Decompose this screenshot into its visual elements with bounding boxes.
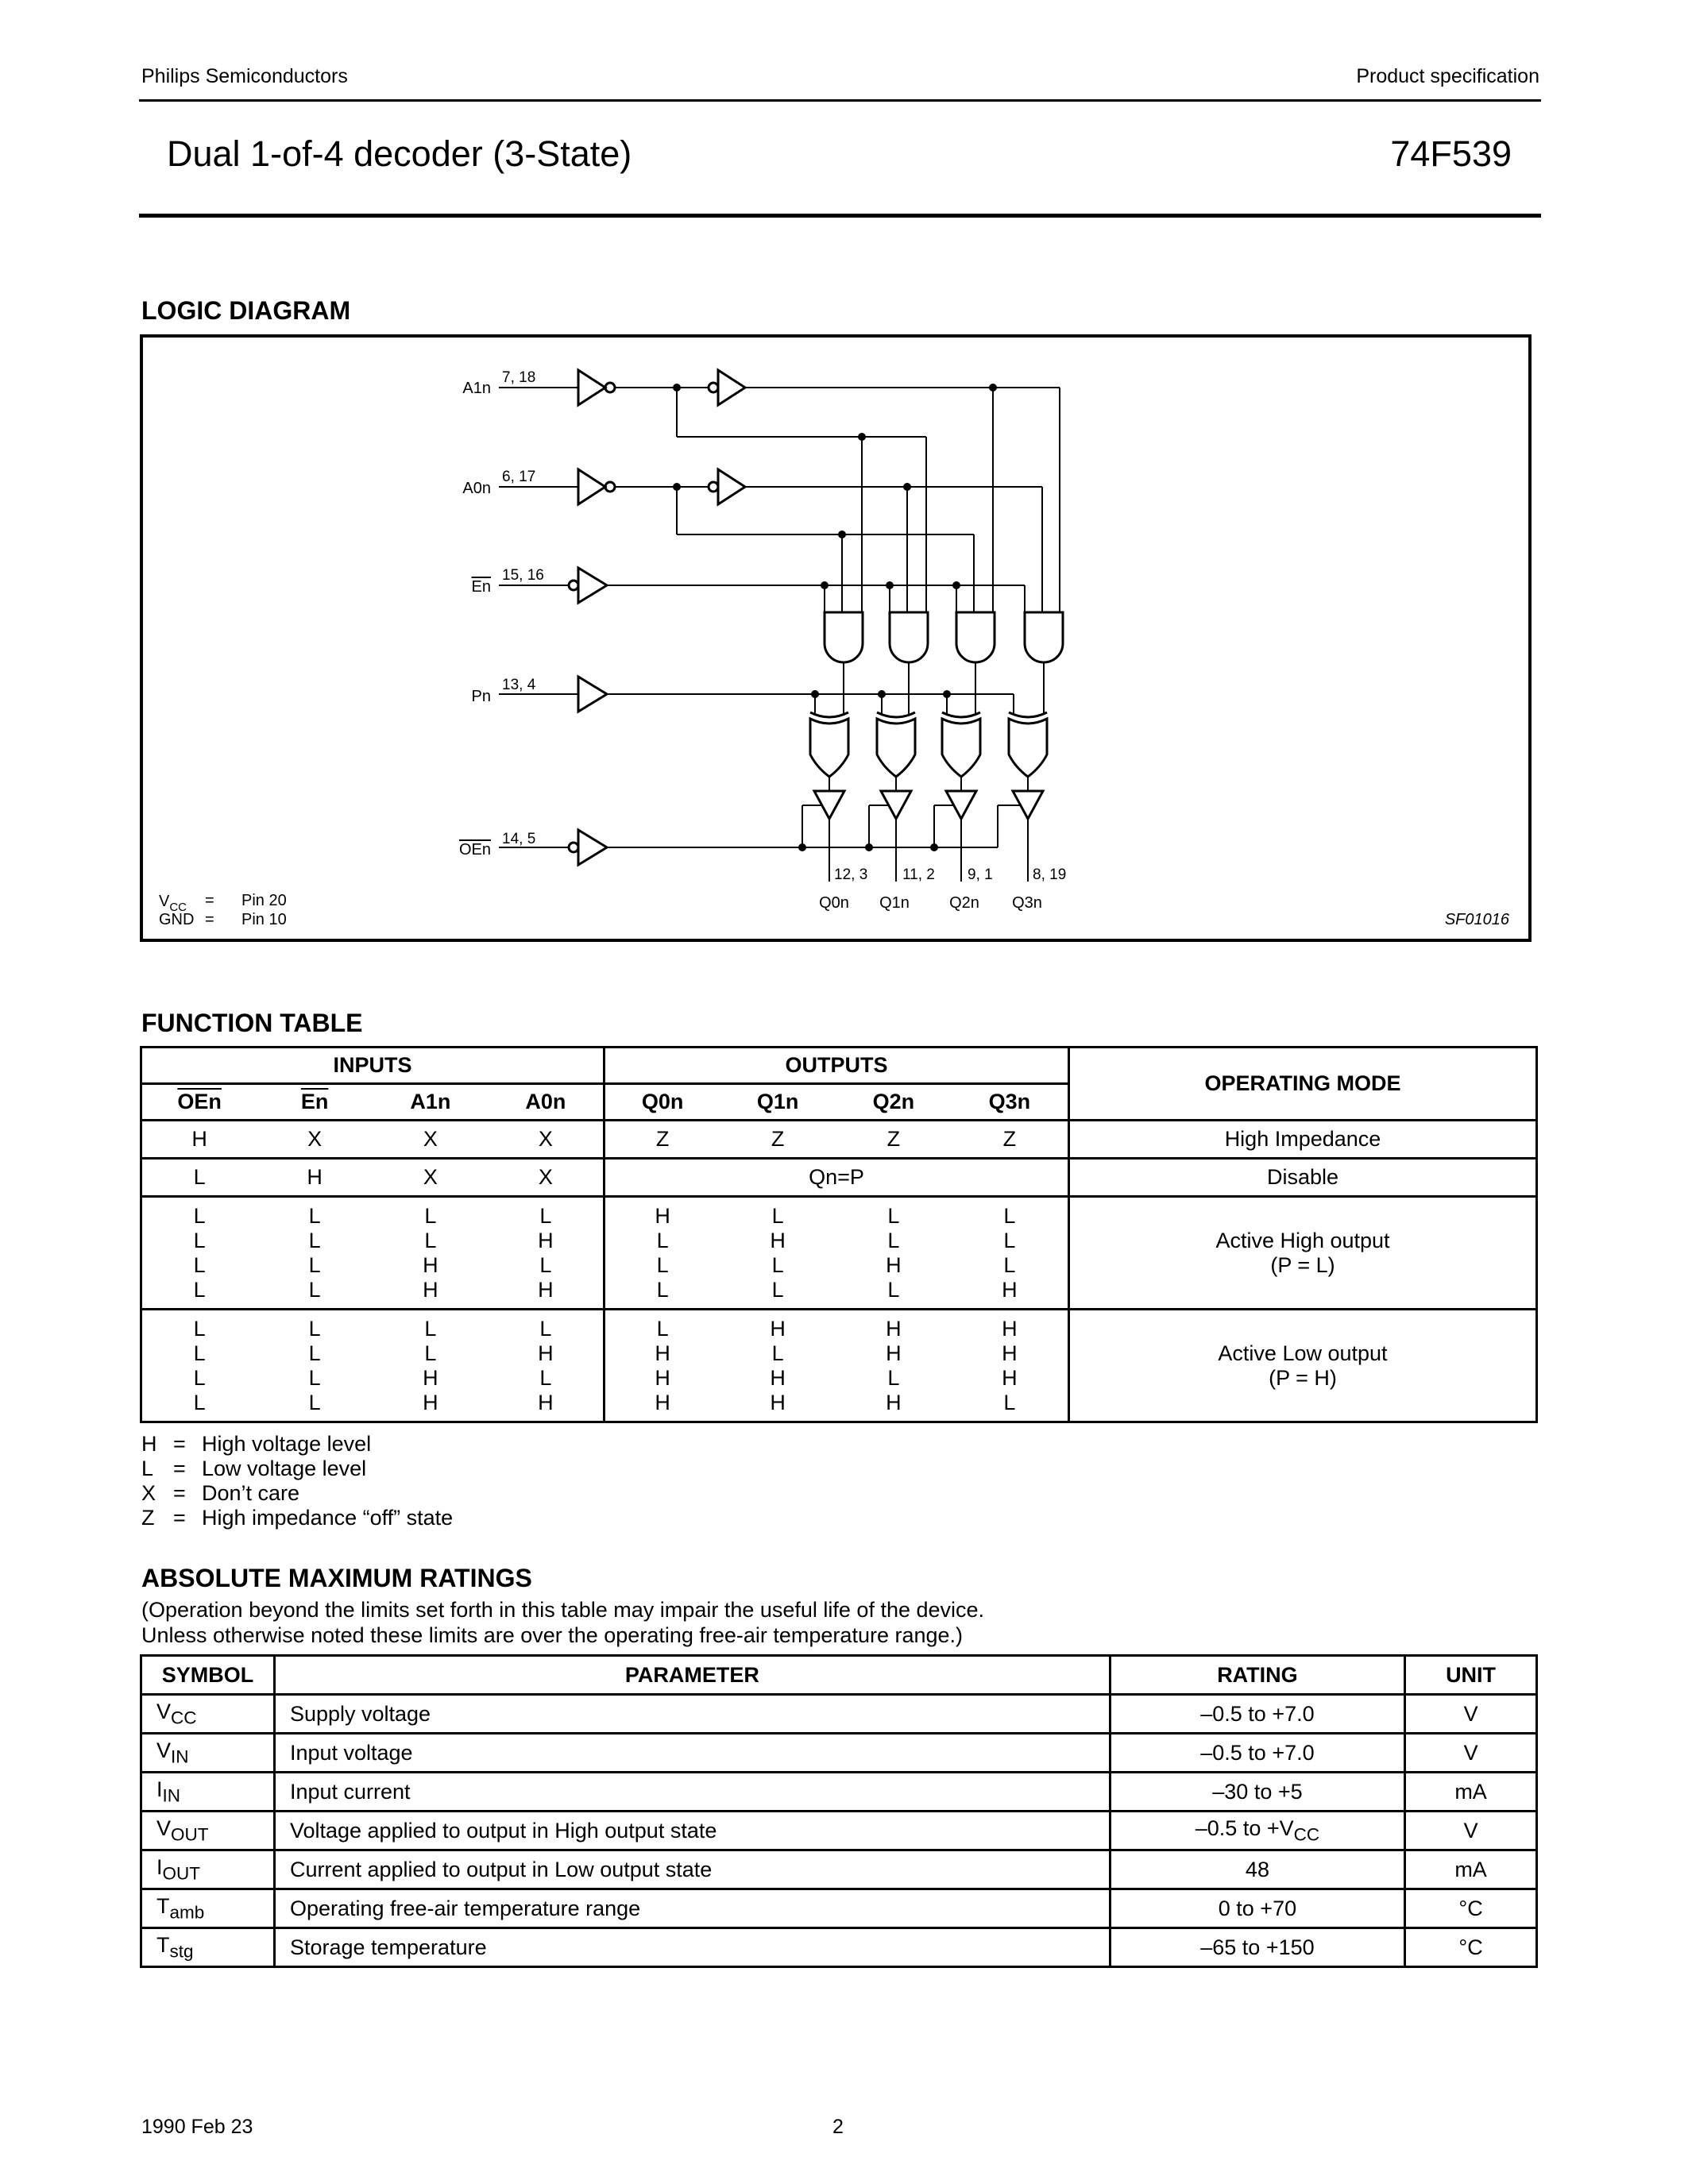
figure-id: SF01016 — [1444, 911, 1509, 928]
col-q0n: Q0n — [604, 1084, 720, 1121]
table-row: H X X X Z Z Z Z High Impedance — [141, 1121, 1537, 1159]
logic-diagram-heading: LOGIC DIAGRAM — [141, 296, 351, 325]
col-oen: $\overline{OEn}$ — [141, 1084, 257, 1121]
amr-parameter-header: PARAMETER — [274, 1656, 1110, 1695]
table-row: $V_{CC}$ Supply voltage –0.5 to +7.0 V — [141, 1695, 1537, 1734]
table-row: L L L L L L L L L L H H L H L H L H H H H L H H H H L H H H H L Active Low output (P = H) — [141, 1310, 1537, 1422]
outputs-group-header: OUTPUTS — [604, 1048, 1068, 1084]
input-oen-pins: 14, 5 — [502, 831, 536, 847]
logic-diagram — [140, 334, 1532, 942]
power-gnd-pin: Pin 10 — [241, 911, 287, 928]
output-q0n-pins: 12, 3 — [834, 866, 868, 883]
power-vcc-pin: Pin 20 — [241, 892, 287, 909]
part-number: 74F539 — [1390, 133, 1512, 174]
svg-text:=: = — [205, 911, 214, 928]
input-en-label: En — [471, 578, 491, 596]
function-table-legend: H = High voltage level L = Low voltage level X = Don’t care Z = High impedance “off” state — [141, 1432, 454, 1530]
input-pn-label: Pn — [471, 688, 491, 705]
table-row: $I_{OUT}$ Current applied to output in Low output state 48 mA — [141, 1850, 1537, 1889]
amr-rating-header: RATING — [1110, 1656, 1404, 1695]
input-a1n-label: A1n — [462, 380, 491, 397]
input-pn-pins: 13, 4 — [502, 677, 536, 693]
header-rule — [139, 99, 1541, 102]
col-q3n: Q3n — [952, 1084, 1069, 1121]
output-q1n-pins: 11, 2 — [902, 866, 935, 883]
table-row: $T_{amb}$ Operating free-air temperature range 0 to +70 °C — [141, 1889, 1537, 1928]
header-doc-type: Product specification — [1356, 65, 1539, 87]
col-a1n: A1n — [373, 1084, 489, 1121]
table-row: L L L L L L L L L L H H L H L H H L L L L H L L L L H L L L L H Active High output (P = L) — [141, 1197, 1537, 1310]
input-a0n-pins: 6, 17 — [502, 469, 536, 485]
table-row: $V_{IN}$ Input voltage –0.5 to +7.0 V — [141, 1734, 1537, 1773]
amr-symbol-header: SYMBOL — [141, 1656, 275, 1695]
input-a1n-pins: 7, 18 — [502, 369, 536, 386]
footer-date: 1990 Feb 23 — [141, 2116, 253, 2138]
col-en: $\overline{En}$ — [257, 1084, 373, 1121]
table-row: $V_{OUT}$ Voltage applied to output in High output state –0.5 to $+V_{CC}$ V — [141, 1812, 1537, 1850]
output-q3n-label: Q3n — [1012, 894, 1042, 912]
page-title: Dual 1-of-4 decoder (3-State) — [167, 133, 632, 174]
col-q2n: Q2n — [836, 1084, 952, 1121]
svg-text:=: = — [205, 892, 214, 909]
input-a0n-label: A0n — [462, 480, 491, 497]
output-q0n-label: Q0n — [819, 894, 849, 912]
page-number: 2 — [832, 2116, 844, 2138]
function-table-heading: FUNCTION TABLE — [141, 1009, 363, 1037]
col-q1n: Q1n — [720, 1084, 836, 1121]
output-q2n-label: Q2n — [949, 894, 979, 912]
amr-heading: ABSOLUTE MAXIMUM RATINGS — [141, 1564, 532, 1592]
table-row: L H X X Qn=P Disable — [141, 1159, 1537, 1197]
power-gnd-label: GND — [159, 911, 195, 928]
col-a0n: A0n — [489, 1084, 605, 1121]
table-row: $I_{IN}$ Input current –30 to +5 mA — [141, 1773, 1537, 1812]
power-vcc-label: $V_{CC}$ — [159, 893, 187, 914]
input-en-pins: 15, 16 — [502, 567, 544, 584]
amr-unit-header: UNIT — [1405, 1656, 1537, 1695]
operating-mode-header: OPERATING MODE — [1069, 1048, 1537, 1121]
function-table — [140, 1046, 1538, 1423]
output-q2n-pins: 9, 1 — [968, 866, 993, 883]
inputs-group-header: INPUTS — [141, 1048, 605, 1084]
amr-intro: (Operation beyond the limits set forth in this table may impair the useful life of the device. Unless otherwise noted these limits are over the operating free-air temperature range.) — [141, 1598, 985, 1647]
output-q3n-pins: 8, 19 — [1033, 866, 1067, 883]
output-q1n-label: Q1n — [879, 894, 910, 912]
amr-table — [140, 1654, 1538, 1968]
header-company: Philips Semiconductors — [141, 65, 348, 87]
input-oen-label: OEn — [458, 841, 491, 859]
title-rule — [139, 214, 1541, 218]
table-row: $T_{stg}$ Storage temperature –65 to +150 °C — [141, 1928, 1537, 1967]
